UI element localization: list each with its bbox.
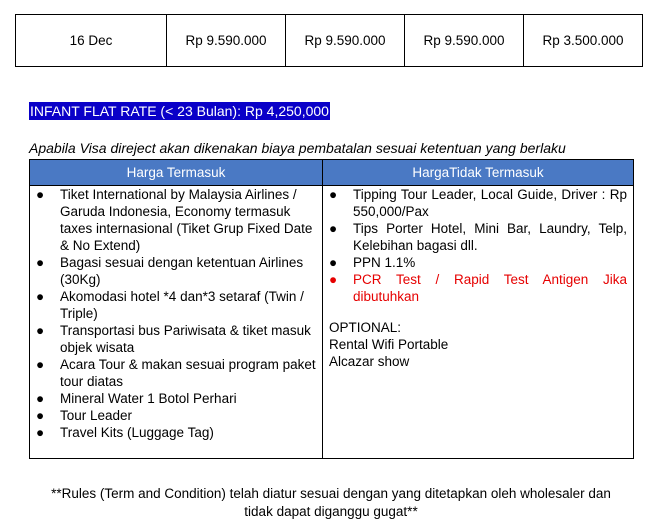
footer-line: tidak dapat diganggu gugat** [244,504,418,519]
included-item: ● Transportasi bus Pariwisata & tiket masuk objek wisata [36,323,311,355]
excluded-list [323,186,633,305]
bullet-icon: ● [36,391,45,406]
price-cell: Rp 9.590.000 [167,15,286,67]
included-item: ● Tour Leader [36,408,133,423]
bullet-icon: ● [329,221,338,236]
price-table [15,14,643,67]
excluded-item-pcr: ● PCR Test / Rapid Test Antigen Jika dibutuhkan [329,272,627,304]
bullet-icon: ● [36,187,45,202]
included-item: ● Mineral Water 1 Botol Perhari [36,391,237,406]
included-item: ● Bagasi sesuai dengan ketentuan Airlines (30Kg) [36,255,304,287]
excluded-item: ● PPN 1.1% [329,255,416,270]
footer-line: **Rules (Term and Condition) telah diatur sesuai dengan yang ditetapkan oleh wholesaler dan [51,486,611,501]
included-item: ● Akomodasi hotel *4 dan*3 setaraf (Twin / Triple) [36,289,304,321]
bullet-icon: ● [36,289,45,304]
excluded-item: ● Tipping Tour Leader, Local Guide, Driver : Rp 550,000/Pax [329,187,627,219]
bullet-icon: ● [329,272,338,287]
price-cell: Rp 9.590.000 [286,15,405,67]
visa-note: Apabila Visa direject akan dikenakan biaya pembatalan sesuai ketentuan yang berlaku [29,140,566,156]
excluded-cell [323,186,634,459]
bullet-icon: ● [36,323,45,338]
included-item: ● Tiket International by Malaysia Airlines / Garuda Indonesia, Economy termasuk taxes internasional (Tiket Grup Fixed Date & No Extend) [36,187,313,253]
optional-section [323,319,633,370]
terms-footer [0,485,662,521]
price-cell: Rp 9.590.000 [405,15,524,67]
date-cell: 16 Dec [16,15,167,67]
included-list [30,186,322,441]
optional-title: OPTIONAL: [329,320,402,335]
bullet-icon: ● [36,408,45,423]
inclusions-table [29,159,634,459]
included-item: ● Travel Kits (Luggage Tag) [36,425,214,440]
excluded-item: ● Tips Porter Hotel, Mini Bar, Laundry, Telp, Kelebihan bagasi dll. [329,221,627,253]
price-row [16,15,643,67]
bullet-icon: ● [36,425,45,440]
included-item: ● Acara Tour & makan sesuai program paket tour diatas [36,357,316,389]
bullet-icon: ● [36,255,45,270]
infant-rate-banner: INFANT FLAT RATE (< 23 Bulan): Rp 4,250,000 [30,103,329,119]
included-header: Harga Termasuk [30,160,323,186]
optional-item: Alcazar show [329,354,410,369]
optional-item: Rental Wifi Portable [329,337,449,352]
bullet-icon: ● [36,357,45,372]
bullet-icon: ● [329,255,338,270]
excluded-header: HargaTidak Termasuk [323,160,634,186]
price-cell: Rp 3.500.000 [524,15,643,67]
bullet-icon: ● [329,187,338,202]
included-cell [30,186,323,459]
